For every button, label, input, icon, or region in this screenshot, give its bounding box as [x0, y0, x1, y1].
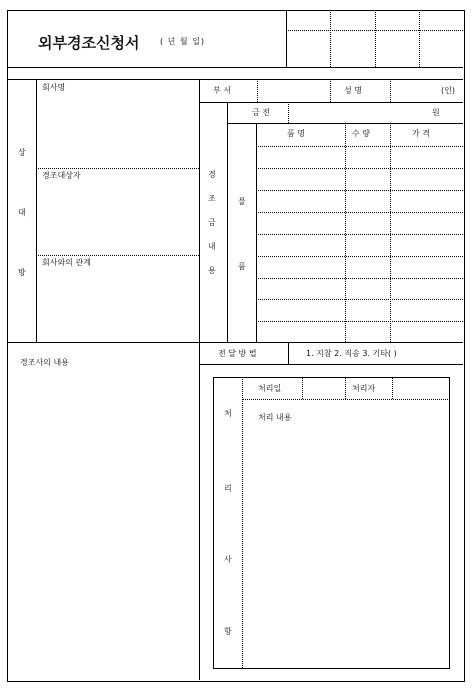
processing-box — [213, 377, 450, 669]
processing-side-divider — [242, 377, 243, 668]
content-side-char: 용 — [208, 266, 216, 275]
content-side-char: 금 — [208, 218, 216, 227]
processing-divider — [392, 377, 393, 399]
lower-divider — [199, 342, 200, 680]
counterpart-side-char: 대 — [18, 208, 26, 217]
processing-content-label: 처리 내용 — [258, 413, 292, 422]
goods-row-divider — [256, 212, 463, 213]
target-person-label: 경조대상자 — [42, 171, 81, 180]
event-content-label: 경조사의 내용 — [20, 358, 69, 367]
content-side-char: 조 — [208, 194, 216, 203]
processing-divider — [302, 377, 303, 399]
seal-label: (인) — [441, 86, 455, 95]
processing-side-char: 처 — [224, 409, 232, 418]
processing-side-char: 항 — [224, 627, 232, 636]
money-divider — [288, 102, 289, 123]
processing-divider — [345, 377, 346, 399]
goods-row-divider — [256, 234, 463, 235]
applicant-rule — [199, 102, 463, 103]
goods-side-char: 품 — [238, 262, 246, 271]
delivery-options: 1. 지참 2. 직송 3. 기타( ) — [306, 349, 397, 358]
counterpart-side-char: 상 — [18, 148, 26, 157]
delivery-rule — [199, 364, 463, 365]
goods-row-divider — [256, 321, 463, 322]
delivery-method-label: 전 달 방 법 — [218, 349, 257, 358]
content-side-char: 내 — [208, 242, 216, 251]
money-label: 금 전 — [252, 108, 270, 117]
processing-row-divider — [242, 399, 448, 400]
goods-row-divider — [256, 146, 463, 147]
delivery-divider — [288, 342, 289, 364]
price-header: 가 격 — [412, 129, 430, 138]
goods-row-divider — [256, 299, 463, 300]
goods-col-divider — [345, 123, 346, 342]
counterpart-row-divider — [36, 168, 199, 169]
header-rule — [7, 79, 463, 80]
header-rule — [7, 67, 463, 68]
applicant-divider — [390, 79, 391, 102]
relation-label: 회사와의 관계 — [42, 258, 91, 267]
approval-divider — [375, 10, 376, 67]
approval-divider — [419, 10, 420, 67]
approval-grid-left — [286, 10, 287, 67]
processing-side-char: 사 — [224, 555, 232, 564]
goods-row-divider — [256, 256, 463, 257]
approval-divider — [330, 10, 331, 67]
approval-row-divider — [286, 30, 463, 31]
goods-row-divider — [256, 278, 463, 279]
won-label: 원 — [432, 108, 440, 117]
date-line: ( 년 월 일) — [160, 37, 206, 46]
middle-divider — [199, 79, 200, 342]
counterpart-side-char: 방 — [18, 268, 26, 277]
section-rule — [7, 342, 463, 343]
applicant-divider — [257, 79, 258, 102]
handler-label: 처리자 — [352, 384, 376, 393]
company-name-label: 회사명 — [42, 83, 66, 92]
quantity-header: 수 량 — [352, 129, 370, 138]
item-name-header: 품 명 — [287, 129, 305, 138]
content-side-char: 경 — [208, 170, 216, 179]
counterpart-side-divider — [36, 79, 37, 342]
applicant-divider — [330, 79, 331, 102]
processing-date-label: 처리일 — [258, 384, 282, 393]
goods-side-divider — [256, 123, 257, 342]
processing-side-char: 리 — [224, 484, 232, 493]
counterpart-row-divider — [36, 255, 199, 256]
dept-label: 부 서 — [213, 86, 231, 95]
goods-row-divider — [256, 168, 463, 169]
goods-row-divider — [256, 190, 463, 191]
content-side-divider — [227, 102, 228, 342]
form-title: 외부경조신청서 — [38, 34, 140, 52]
goods-side-char: 물 — [238, 197, 246, 206]
goods-col-divider — [390, 123, 391, 342]
name-label: 성 명 — [344, 86, 362, 95]
